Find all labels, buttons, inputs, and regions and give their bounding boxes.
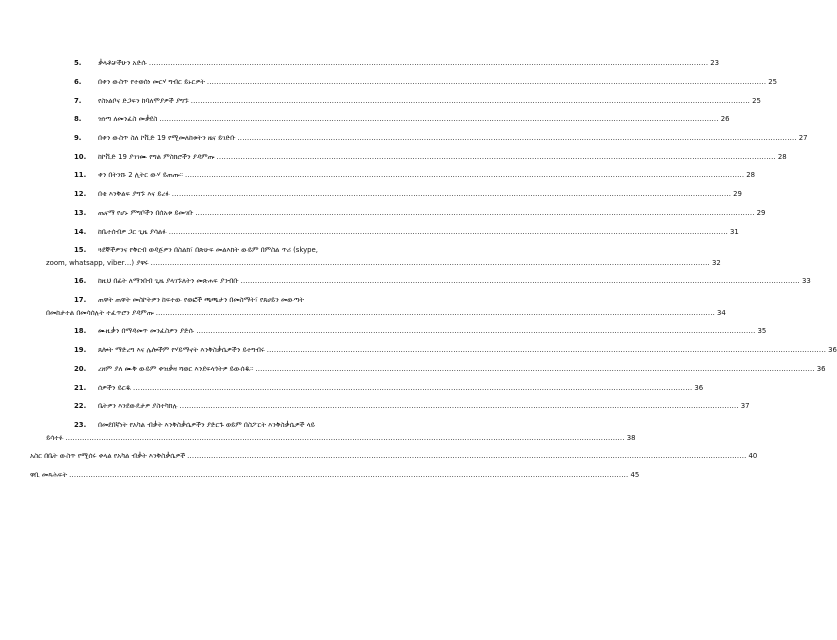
toc-entry-title: ጸሎት ማድረግ እና ሌሎችም የሃይማኖት እንቅስቃሴዎችን ይተግብሩ (98, 346, 265, 354)
toc-entry-11[interactable] (74, 169, 756, 182)
toc-entry-page: 36 (816, 365, 826, 373)
toc-entry-page: 40 (748, 452, 758, 460)
toc-entry-title: ከዚህ በፊት ለማንበብ ጊዜ ያላገኙለትን መጽሐፍ ያንብቡ (98, 277, 239, 285)
dot-leader (133, 382, 692, 395)
toc-entry-15[interactable] (46, 244, 721, 270)
dot-leader (149, 57, 708, 70)
toc-entry-page: 36 (828, 346, 837, 354)
toc-entry-page: 32 (711, 259, 721, 267)
toc-entry-title: ሙዚቃን በማዳመጥ መንፈስዎን ያድሱ (98, 327, 195, 335)
toc-entry-21[interactable] (74, 382, 704, 395)
toc-entry-number: 18. (74, 327, 87, 335)
toc-entry-page: 25 (752, 97, 761, 105)
toc-entry-title-continued: zoom, whatsapp, viber…) ያዋሩ (46, 259, 149, 267)
dot-leader (196, 325, 755, 338)
toc-entry-title: ቀን በትንሹ 2 ሊትር ውሃ ይጠጡ። (98, 171, 183, 179)
dot-leader (195, 207, 754, 220)
toc-entry-17[interactable] (46, 294, 726, 320)
toc-entry-ten-home-exercises[interactable] (30, 450, 758, 463)
toc-entry-page: 36 (694, 384, 704, 392)
dot-leader (151, 257, 710, 270)
toc-entry-page: 37 (740, 402, 750, 410)
toc-entry-number: 12. (74, 190, 87, 198)
toc-entry-19[interactable] (74, 344, 837, 357)
toc-entry-22[interactable] (74, 400, 750, 413)
toc-entry-page: 27 (798, 134, 808, 142)
dot-leader (241, 275, 800, 288)
toc-entry-number: 23. (74, 421, 87, 429)
dot-leader (187, 450, 746, 463)
dot-leader (185, 169, 744, 182)
toc-entry-10[interactable] (74, 151, 787, 164)
toc-entry-page: 26 (720, 115, 730, 123)
dot-leader (69, 469, 628, 482)
toc-entry-title: ሰዎችን ይርዱ (98, 384, 132, 392)
dot-leader (65, 432, 624, 445)
toc-entry-6[interactable] (74, 76, 777, 89)
toc-entry-14[interactable] (74, 226, 739, 239)
toc-entry-references[interactable] (30, 469, 640, 482)
toc-entry-7[interactable] (74, 95, 761, 108)
dot-leader (217, 151, 776, 164)
toc-entry-number: 21. (74, 384, 87, 392)
toc-entry-page: 35 (757, 327, 767, 335)
toc-entry-12[interactable] (74, 188, 742, 201)
toc-entry-number: 17. (74, 296, 87, 304)
toc-entry-page: 38 (626, 434, 636, 442)
toc-entry-number: 14. (74, 228, 87, 236)
dot-leader (267, 344, 826, 357)
toc-entry-page: 28 (777, 153, 787, 161)
toc-entry-title: ከኮቪድ 19 ያገገሙ የግል ምስክሮችን ያዳምጡ (98, 153, 215, 161)
dot-leader (191, 95, 750, 108)
toc-entry-title: ቃላቶቻችሁን አድሱ (98, 59, 147, 67)
toc-entry-title: ቤትዎን እንደውዴታዎ ያስተካክሉ (98, 402, 178, 410)
toc-entry-title: ዝነጣ ለመንፈስ መቃደስ (98, 115, 158, 123)
toc-entry-number: 22. (74, 402, 87, 410)
toc-entry-5[interactable] (74, 57, 720, 70)
toc-entry-page: 23 (710, 59, 720, 67)
toc-entry-18[interactable] (74, 325, 767, 338)
dot-leader (207, 76, 766, 89)
toc-entry-title: በቀን ውስጥ ስለ ኮቪድ 19 የሚመለከቱትን ዜና ይገድቡ (98, 134, 236, 142)
dot-leader (237, 132, 796, 145)
toc-entry-23[interactable] (46, 419, 636, 445)
toc-entry-page: 34 (717, 309, 726, 317)
toc-entry-number: 15. (74, 246, 87, 254)
toc-entry-page: 25 (768, 78, 777, 86)
toc-entry-number: 11. (74, 171, 87, 179)
toc-entry-title: አስር በቤት ውስጥ የሚሰሩ ቀላል የአካል ብቃት እንቅስቃሴዎች (30, 452, 186, 460)
toc-entry-title: በቂ እንቅልፍ ያግኙ እና ይረፉ (98, 190, 170, 198)
toc-entry-page: 29 (756, 209, 766, 217)
toc-entry-page: 45 (630, 471, 640, 479)
toc-entry-title: ጤናማ የሆኑ ምግቦችን በሰአቱ ይመገቡ (98, 209, 194, 217)
dot-leader (156, 307, 715, 320)
dot-leader (255, 363, 814, 376)
toc-entry-8[interactable] (74, 113, 730, 126)
toc-entry-title: ጓደኞችዎንና የቅርብ ወዳጅዎን በስልክ፣ በጽሁፍ መልእክት ውይም በምስል ጥሪ (skype, (98, 246, 318, 254)
toc-entry-title: ዋቢ መጻሕፍት (30, 471, 68, 479)
dot-leader (159, 113, 718, 126)
toc-entry-page: 31 (730, 228, 739, 236)
toc-entry-16[interactable] (74, 275, 811, 288)
toc-entry-number: 9. (74, 134, 82, 142)
toc-entry-title: በቀን ውስጥ የተወሰነ መርሃ ግብር ይኑርዎት (98, 78, 205, 86)
toc-entry-title-continued: ይሳተፉ (46, 434, 64, 442)
toc-entry-number: 7. (74, 97, 82, 105)
toc-entry-title: በመደበኛነት የአካል ብቃት እንቅስቃሴዎችን ያድርጉ ወይም በስፖርት እንቅስቃሴዎች ላይ (98, 421, 315, 429)
toc-entry-number: 8. (74, 115, 82, 123)
toc-entry-number: 19. (74, 346, 87, 354)
toc-entry-page: 28 (746, 171, 756, 179)
toc-entry-page: 33 (801, 277, 811, 285)
dot-leader (172, 188, 731, 201)
toc-entry-title: ጠዋት ጠዋት መስኮትዎን ከፍተው የወፎች ጫጫታን በመስማት፣ የጸሀይን መውጣት (98, 296, 304, 304)
toc-entry-9[interactable] (74, 132, 808, 145)
toc-entry-title: ረዘም ያለ ሙቅ ውይም ቀዝቃዛ ሻወር እንደፍላጎትዎ ይውሰዱ። (98, 365, 254, 373)
toc-entry-20[interactable] (74, 363, 826, 376)
toc-entry-title: የስነልቦና ድጋፍን ከባለሞያዎች ያግኙ (98, 97, 189, 105)
toc-entry-title: ከቤተሰብዎ ጋር ጊዜ ያሳልፉ (98, 228, 167, 236)
toc-entry-number: 10. (74, 153, 87, 161)
toc-entry-number: 16. (74, 277, 87, 285)
toc-entry-number: 5. (74, 59, 82, 67)
dot-leader (169, 226, 728, 239)
toc-entry-number: 6. (74, 78, 82, 86)
toc-entry-title-continued: በመከታተል በመሳሰሉት ተፈጥሮን ያዳምጡ (46, 309, 154, 317)
toc-entry-number: 20. (74, 365, 87, 373)
dot-leader (179, 400, 738, 413)
toc-entry-13[interactable] (74, 207, 766, 220)
toc-entry-number: 13. (74, 209, 87, 217)
toc-entry-page: 29 (733, 190, 742, 198)
